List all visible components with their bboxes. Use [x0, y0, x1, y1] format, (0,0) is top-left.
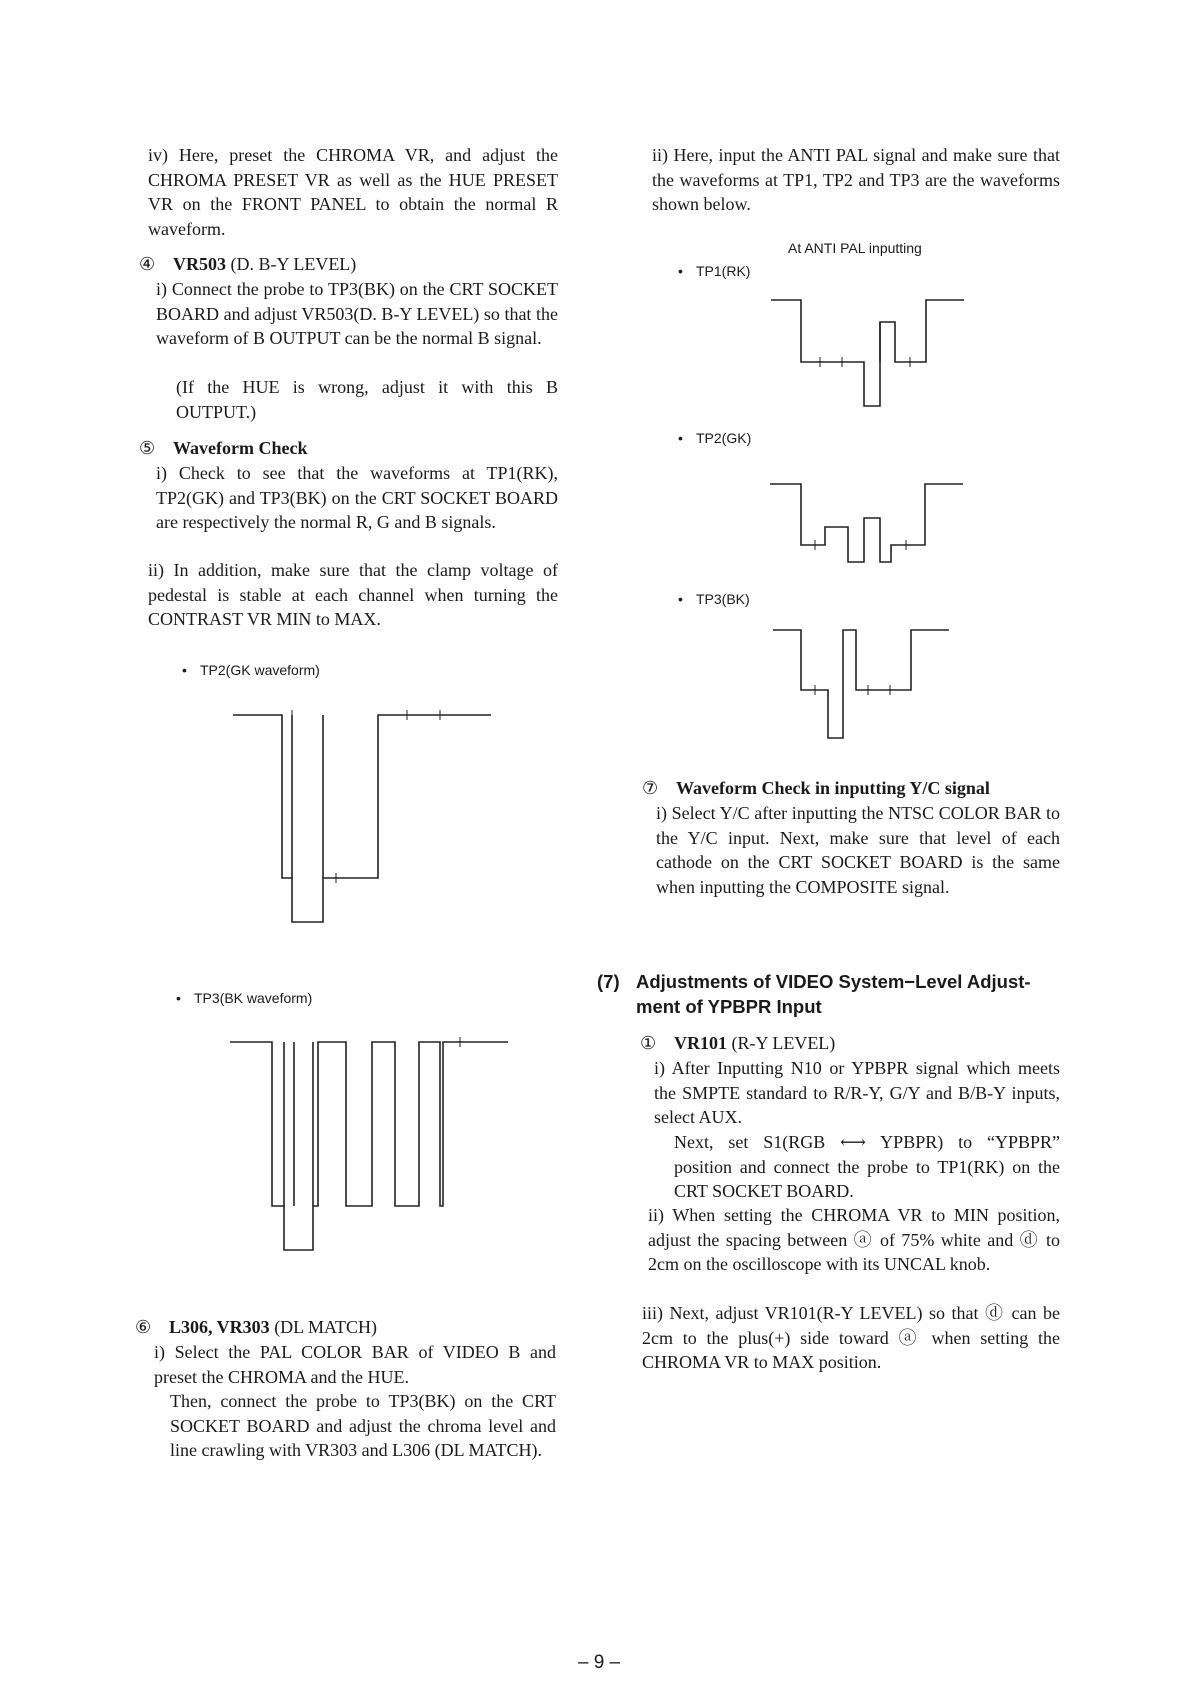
section-5-i-paragraph: i) Check to see that the waveforms at TP1(RK), TP2(GK) and TP3(BK) on the CRT SOCKET BOARD are respectively the normal R, G and B signals. [156, 463, 558, 532]
section-7-main-number: (7) [597, 971, 620, 992]
section-4-i-paragraph: i) Connect the probe to TP3(BK) on the CRT SOCKET BOARD and adjust VR503(D. B-Y LEVEL) so that the waveform of B OUTPUT can be the normal B signal. [156, 279, 558, 348]
tp3-bk-right-trace [773, 630, 949, 738]
waveform-tp2-gk-right-label: • TP2(GK) [678, 430, 752, 446]
section-4-number: ④ [139, 254, 156, 274]
waveform-tp2-gk-label: • TP2(GK waveform) [182, 662, 320, 678]
section-7-number: ⑦ [642, 778, 659, 798]
sub-1-title: VR101 [674, 1033, 727, 1053]
left-iv-paragraph: iv) Here, preset the CHROMA VR, and adjust the CHROMA PRESET VR as well as the HUE PRESET VR on the FRONT PANEL to obtain the normal R waveform. [148, 145, 558, 239]
section-4-note: (If the HUE is wrong, adjust it with this B OUTPUT.) [176, 377, 558, 422]
right-ii-paragraph: ii) Here, input the ANTI PAL signal and make sure that the waveforms at TP1, TP2 and TP3 are the waveforms shown below. [652, 145, 1060, 214]
sub-1-number: ① [640, 1033, 657, 1053]
sub-1-i-paragraph-2: Next, set S1(RGB ⟷ YPBPR) to “YPBPR” position and connect the probe to TP1(RK) on the CRT SOCKET BOARD. [674, 1132, 1060, 1201]
section-6-title: L306, VR303 [169, 1317, 270, 1337]
section-5-title: Waveform Check [173, 438, 308, 458]
section-6-title-rest: (DL MATCH) [269, 1317, 378, 1337]
waveform-tp3-bk-right-label: • TP3(BK) [678, 591, 750, 607]
section-6-number: ⑥ [135, 1317, 152, 1337]
waveform-tp3-bk-label: • TP3(BK waveform) [176, 990, 313, 1006]
waveform-tp1-rk-label: • TP1(RK) [678, 263, 751, 279]
page-number: – 9 – [577, 1652, 621, 1673]
sub-1-ii-paragraph: ii) When setting the CHROMA VR to MIN position, adjust the spacing between ⓐ of 75% white and ⓓ to 2cm on the oscilloscope with its UNCAL knob. [648, 1205, 1060, 1274]
section-4-title-rest: (D. B-Y LEVEL) [226, 254, 357, 274]
sub-1-heading [640, 1031, 1070, 1056]
section-7-heading [642, 776, 1072, 801]
section-5-number: ⑤ [139, 438, 156, 458]
section-6-i-paragraph: i) Select the PAL COLOR BAR of VIDEO B and preset the CHROMA and the HUE. [154, 1342, 556, 1387]
section-5-ii-paragraph: ii) In addition, make sure that the clamp voltage of pedestal is stable at each channel when turning the CONTRAST VR MIN to MAX. [148, 560, 558, 629]
sub-1-i-paragraph: i) After Inputting N10 or YPBPR signal which meets the SMPTE standard to R/R-Y, G/Y and B/B-Y inputs, select AUX. [654, 1058, 1060, 1127]
section-7-i-paragraph: i) Select Y/C after inputting the NTSC COLOR BAR to the Y/C input. Next, make sure that level of each cathode on the CRT SOCKET BOARD is the same when inputting the COMPOSITE signal. [656, 803, 1060, 897]
section-7-title: Waveform Check in inputting Y/C signal [676, 778, 990, 798]
section-7-main-title: Adjustments of VIDEO System−Level Adjust-ment of YPBPR Input [636, 971, 1031, 1017]
section-7-main-heading [597, 969, 1067, 1019]
sub-1-iii-paragraph: iii) Next, adjust VR101(R-Y LEVEL) so that ⓓ can be 2cm to the plus(+) side toward ⓐ when setting the CHROMA VR to MAX position. [642, 1303, 1060, 1372]
anti-pal-caption: At ANTI PAL inputting [788, 240, 922, 256]
sub-1-title-rest: (R-Y LEVEL) [727, 1033, 836, 1053]
section-6-i-paragraph-2: Then, connect the probe to TP3(BK) on the CRT SOCKET BOARD and adjust the chroma level and line crawling with VR303 and L306 (DL MATCH). [170, 1391, 556, 1460]
section-4-title: VR503 [173, 254, 226, 274]
